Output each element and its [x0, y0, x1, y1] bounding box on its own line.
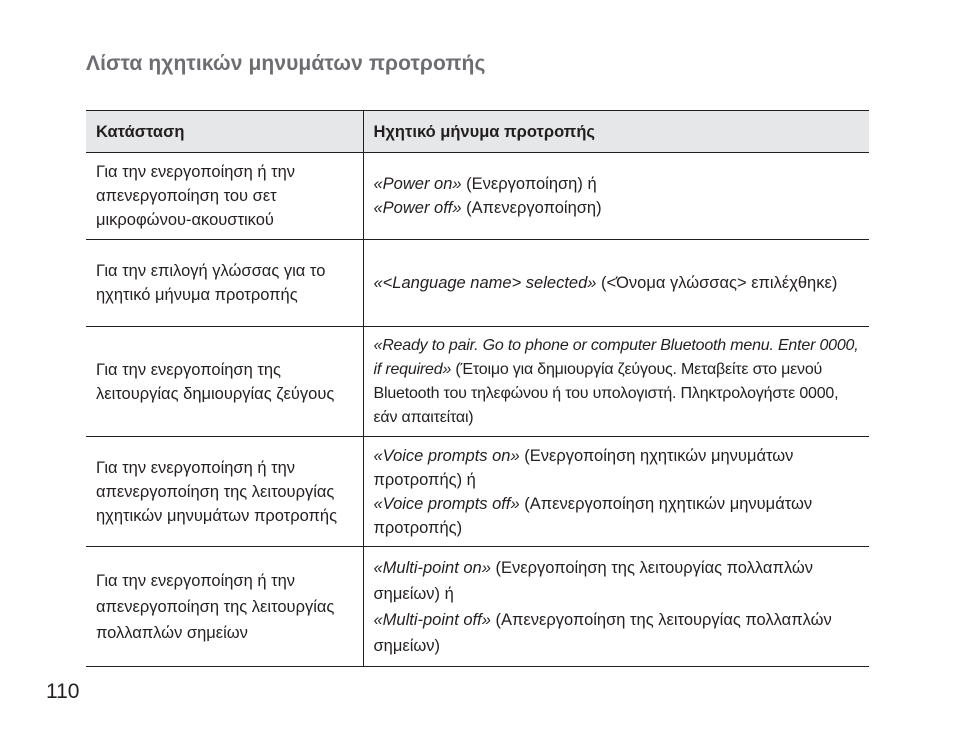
prompt-cell — [363, 240, 869, 327]
prompt-english: «Ready to pair. Go to phone or computer Bluetooth menu. Enter 0000, if required» — [373, 336, 859, 378]
prompt-message — [374, 172, 860, 196]
page-number: 110 — [46, 680, 80, 703]
state-cell: Για την ενεργοποίηση της λειτουργίας δημιουργίας ζεύγους — [86, 327, 363, 437]
state-cell: Για την ενεργοποίηση ή την απενεργοποίηση του σετ μικροφώνου-ακουστικού — [86, 153, 363, 240]
prompt-cell — [363, 547, 869, 667]
prompt-cell — [363, 437, 869, 547]
table-row — [86, 153, 869, 240]
prompt-greek: (Απενεργοποίηση) — [461, 199, 602, 217]
prompt-greek: (Απενεργοποίηση της λειτουργίας πολλαπλών σημείων) — [373, 610, 832, 655]
prompt-english: «Voice prompts on» — [373, 446, 520, 465]
prompt-cell — [363, 327, 869, 437]
prompt-greek: (Απενεργοποίηση ηχητικών μηνυμάτων προτροπής) — [373, 494, 813, 537]
table-header-row — [86, 111, 869, 153]
prompt-english: «Power on» — [373, 175, 462, 193]
prompt-cell — [363, 153, 869, 240]
state-cell: Για την ενεργοποίηση ή την απενεργοποίηση της λειτουργίας ηχητικών μηνυμάτων προτροπής — [86, 437, 363, 547]
table-row — [86, 547, 869, 667]
prompt-english: «<Language name> selected» — [373, 274, 597, 292]
header-voice-prompt: Ηχητικό μήνυμα προτροπής — [363, 111, 869, 153]
prompt-greek: (<Όνομα γλώσσας> επιλέχθηκε) — [596, 274, 838, 292]
prompt-greek: (Έτοιμο για δημιουργία ζεύγους. Μεταβείτε στο μενού Bluetooth του τηλεφώνου ή του υπολογιστή. Πληκτρολογήστε 0000, εάν απαιτείται) — [373, 360, 839, 426]
prompt-english: «Multi-point on» — [373, 558, 491, 577]
prompt-english: «Voice prompts off» — [373, 494, 520, 513]
prompt-message — [374, 196, 860, 220]
header-state: Κατάσταση — [86, 111, 363, 153]
page-title: Λίστα ηχητικών μηνυμάτων προτροπής — [86, 52, 486, 75]
prompt-english: «Multi-point off» — [373, 610, 491, 629]
prompt-message — [374, 607, 860, 659]
prompt-greek: (Ενεργοποίηση ηχητικών μηνυμάτων προτροπής) ή — [373, 446, 794, 489]
prompt-greek: (Ενεργοποίηση της λειτουργίας πολλαπλών σημείων) ή — [373, 558, 813, 603]
table-row — [86, 327, 869, 437]
table-row — [86, 240, 869, 327]
prompt-english: «Power off» — [373, 199, 462, 217]
prompt-message — [374, 555, 860, 607]
prompt-greek: (Ενεργοποίηση) ή — [461, 175, 597, 193]
voice-prompt-table — [86, 110, 869, 667]
state-cell: Για την επιλογή γλώσσας για το ηχητικό μήνυμα προτροπής — [86, 240, 363, 327]
table-row — [86, 437, 869, 547]
prompt-message — [374, 492, 860, 540]
prompt-message — [374, 444, 860, 492]
prompt-message — [374, 271, 860, 295]
state-cell: Για την ενεργοποίηση ή την απενεργοποίηση της λειτουργίας πολλαπλών σημείων — [86, 547, 363, 667]
prompt-message — [374, 334, 860, 430]
